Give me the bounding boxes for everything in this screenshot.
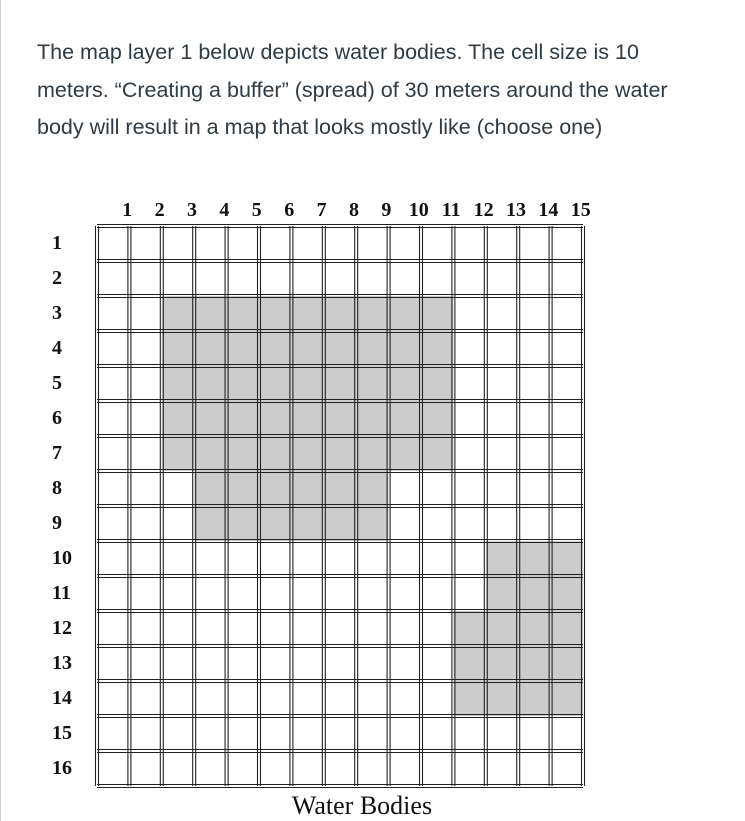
column-label-12: 12 [473,199,494,221]
water-cell-r14-c12 [453,681,485,716]
water-cell-r7-c10 [389,436,421,471]
column-label-4: 4 [219,199,230,221]
water-cell-r9-c5 [227,506,259,541]
water-cell-r11-c13 [486,576,518,611]
water-cell-r5-c3 [162,366,194,401]
water-cell-r7-c4 [194,436,226,471]
water-cell-r13-c13 [486,646,518,681]
row-label-5: 5 [52,371,62,394]
row-label-8: 8 [52,476,62,499]
water-cell-r4-c9 [356,331,388,366]
column-label-9: 9 [381,199,392,221]
water-cell-r4-c6 [259,331,291,366]
water-cell-r3-c4 [194,296,226,331]
column-label-3: 3 [187,199,197,221]
question-text: The map layer 1 below depicts water bodies. The cell size is 10 meters. “Creating a buffer” (spread) of 30 meters around the water body will result in a map that looks mostly like (choose one) [37,40,668,139]
row-label-4: 4 [52,336,62,359]
row-label-1: 1 [52,231,62,254]
column-label-2: 2 [154,199,165,221]
water-cell-r11-c15 [551,576,583,611]
water-cell-r3-c6 [259,296,291,331]
water-cell-r7-c6 [259,436,291,471]
water-cell-r8-c7 [291,471,323,506]
column-label-11: 11 [441,199,461,221]
water-cell-r7-c7 [291,436,323,471]
water-cell-r3-c3 [162,296,194,331]
water-cell-r14-c14 [518,681,550,716]
water-cell-r12-c13 [486,611,518,646]
water-cell-r14-c15 [551,681,583,716]
water-cell-r4-c3 [162,331,194,366]
row-label-10: 10 [52,546,72,569]
water-cell-r13-c14 [518,646,550,681]
water-cell-r6-c10 [389,401,421,436]
water-cell-r6-c3 [162,401,194,436]
water-cell-r3-c7 [291,296,323,331]
map-caption: Water Bodies [291,791,433,820]
water-cell-r5-c8 [324,366,356,401]
water-cell-r5-c6 [259,366,291,401]
water-cell-r6-c7 [291,401,323,436]
row-label-11: 11 [52,581,71,604]
water-cell-r3-c9 [356,296,388,331]
water-cell-r3-c8 [324,296,356,331]
water-cell-r4-c11 [421,331,453,366]
water-cell-r10-c14 [518,541,550,576]
row-label-13: 13 [52,651,72,674]
water-cell-r7-c8 [324,436,356,471]
water-cell-r4-c5 [227,331,259,366]
column-label-8: 8 [349,199,359,221]
water-cell-r3-c5 [227,296,259,331]
water-cell-r6-c4 [194,401,226,436]
row-label-16: 16 [52,756,72,779]
water-cell-r4-c8 [324,331,356,366]
water-cell-r6-c5 [227,401,259,436]
water-cell-r12-c15 [551,611,583,646]
water-cell-r5-c9 [356,366,388,401]
column-label-15: 15 [570,199,591,221]
water-cell-r7-c5 [227,436,259,471]
row-label-6: 6 [52,406,62,429]
water-cell-r5-c11 [421,366,453,401]
row-label-2: 2 [52,266,62,289]
water-cell-r5-c5 [227,366,259,401]
water-cell-r9-c4 [194,506,226,541]
column-label-14: 14 [538,199,559,221]
water-cell-r3-c11 [421,296,453,331]
water-cell-r6-c8 [324,401,356,436]
water-cell-r9-c7 [291,506,323,541]
column-label-6: 6 [284,199,295,221]
water-cell-r9-c6 [259,506,291,541]
water-cell-r4-c10 [389,331,421,366]
water-cell-r6-c6 [259,401,291,436]
water-cell-r6-c9 [356,401,388,436]
row-label-7: 7 [52,441,62,464]
water-cell-r9-c9 [356,506,388,541]
water-cell-r9-c8 [324,506,356,541]
water-cell-r7-c11 [421,436,453,471]
water-cell-r10-c15 [551,541,583,576]
water-cell-r7-c3 [162,436,194,471]
water-cell-r3-c10 [389,296,421,331]
water-cell-r14-c13 [486,681,518,716]
water-cell-r6-c11 [421,401,453,436]
column-label-1: 1 [122,199,133,221]
water-cell-r13-c12 [453,646,485,681]
water-cell-r12-c14 [518,611,550,646]
row-label-9: 9 [52,511,62,534]
water-cell-r5-c10 [389,366,421,401]
water-cell-r12-c12 [453,611,485,646]
water-cell-r4-c4 [194,331,226,366]
water-cell-r13-c15 [551,646,583,681]
water-cell-r8-c6 [259,471,291,506]
column-label-13: 13 [506,199,526,221]
column-label-10: 10 [408,199,429,221]
row-label-12: 12 [52,616,72,639]
water-cell-r11-c14 [518,576,550,611]
water-cell-r10-c13 [486,541,518,576]
water-cell-r8-c5 [227,471,259,506]
row-label-15: 15 [52,721,72,744]
water-cell-r8-c9 [356,471,388,506]
water-cell-r8-c4 [194,471,226,506]
column-label-7: 7 [316,199,327,221]
water-cell-r4-c7 [291,331,323,366]
row-label-14: 14 [52,686,72,709]
column-label-5: 5 [251,199,262,221]
water-cell-r5-c4 [194,366,226,401]
water-cell-r8-c8 [324,471,356,506]
row-label-3: 3 [52,301,62,324]
water-cell-r7-c9 [356,436,388,471]
water-cell-r5-c7 [291,366,323,401]
